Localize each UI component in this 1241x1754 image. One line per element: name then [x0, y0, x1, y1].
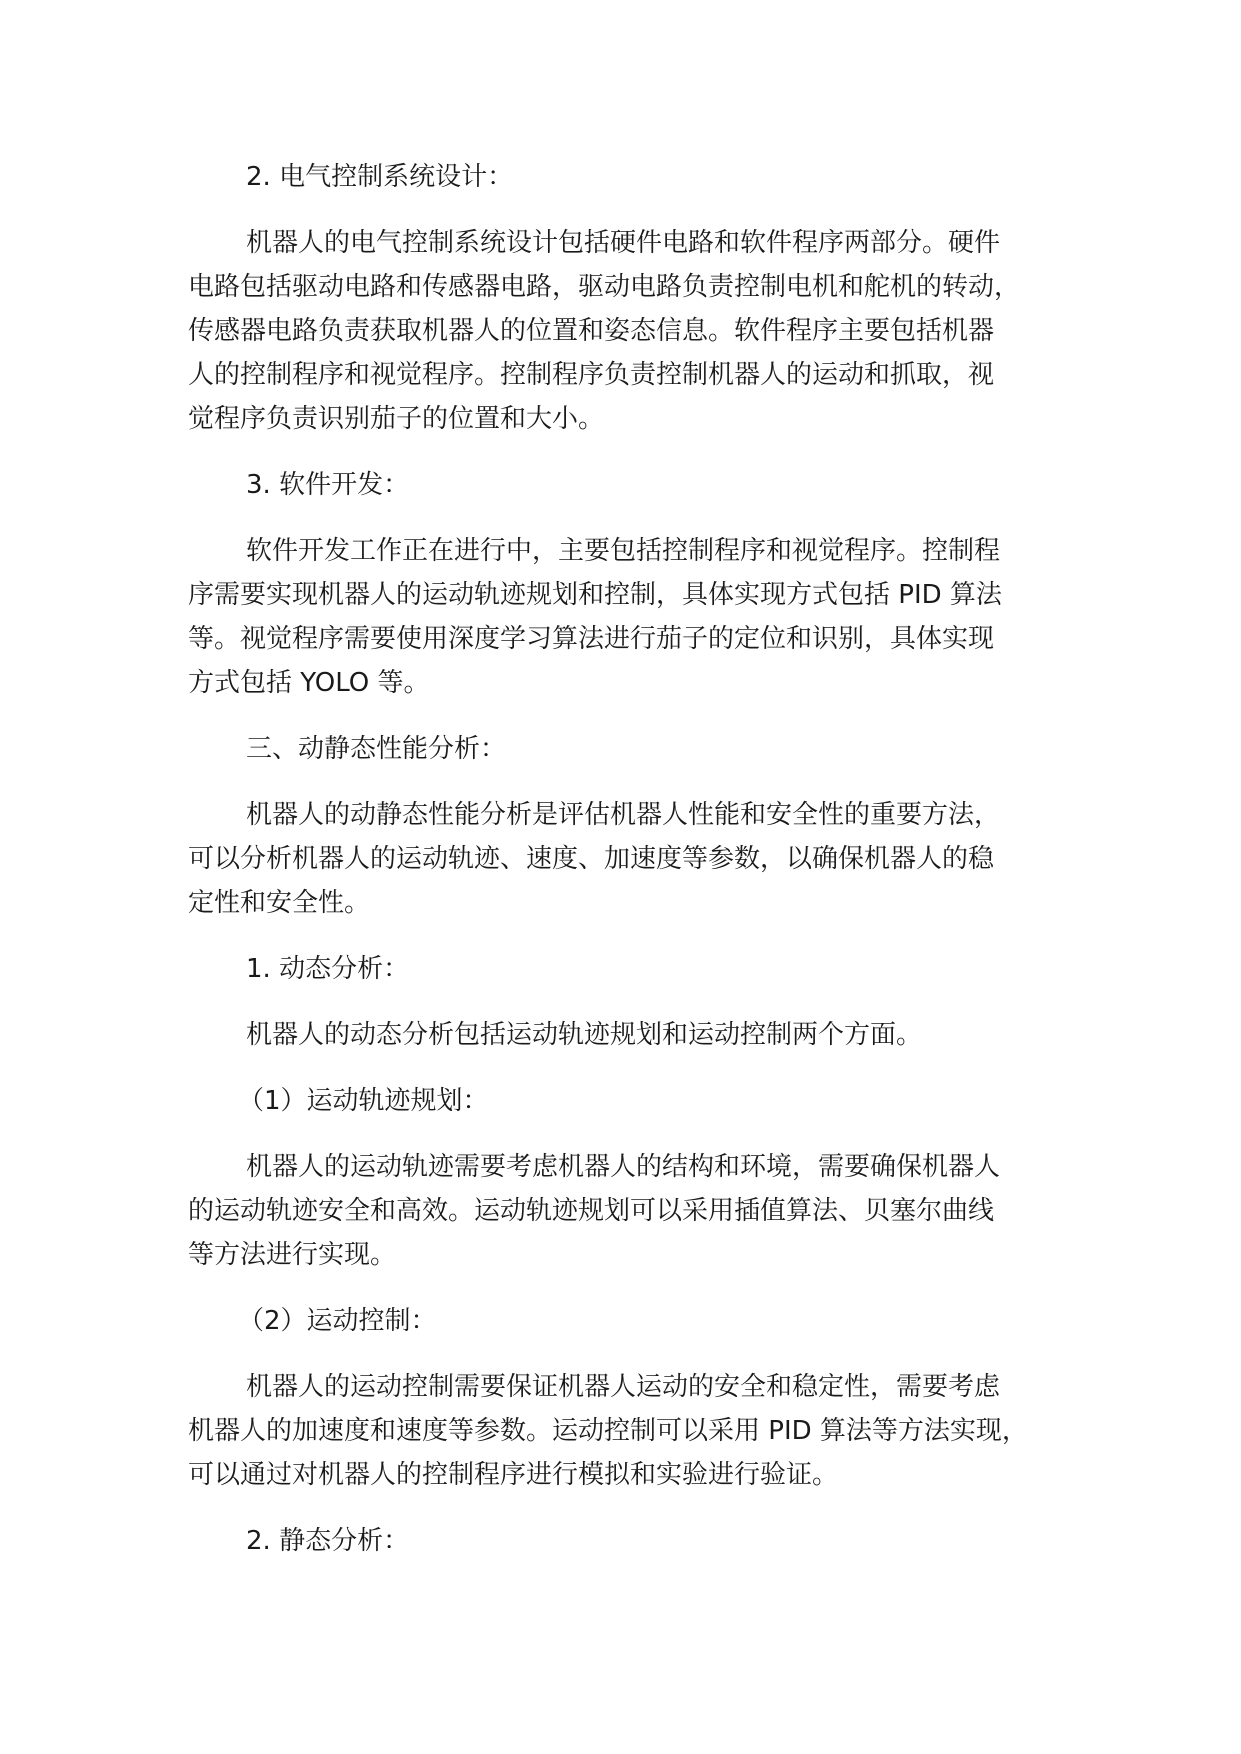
heading-text: 2. 静态分析：	[246, 1526, 410, 1556]
paragraph-dynamic-analysis	[188, 1013, 1088, 1057]
paragraph-line: 等方法进行实现。	[188, 1240, 397, 1270]
section-heading-dynamic-analysis	[188, 947, 1088, 991]
paragraph-motion-control	[188, 1365, 1088, 1497]
heading-text: 3. 软件开发：	[246, 470, 410, 500]
section-heading-electrical-control	[188, 155, 1088, 199]
paragraph-line: 机器人的运动轨迹需要考虑机器人的结构和环境，需要确保机器人	[246, 1152, 1001, 1182]
paragraph-line: 机器人的动静态性能分析是评估机器人性能和安全性的重要方法，	[246, 800, 1001, 830]
paragraph-line: 觉程序负责识别茄子的位置和大小。	[188, 404, 605, 434]
heading-text: 1. 动态分析：	[246, 954, 410, 984]
paragraph-electrical-control	[188, 221, 1088, 441]
section-heading-performance-analysis	[188, 727, 1088, 771]
paragraph-line: 软件开发工作正在进行中，主要包括控制程序和视觉程序。控制程	[246, 536, 1001, 566]
paragraph-line: 机器人的动态分析包括运动轨迹规划和运动控制两个方面。	[246, 1020, 923, 1050]
heading-text: 2. 电气控制系统设计：	[246, 162, 514, 192]
subheading-text: （1）运动轨迹规划：	[238, 1086, 489, 1116]
paragraph-line: 定性和安全性。	[188, 888, 371, 918]
paragraph-trajectory-planning	[188, 1145, 1088, 1277]
paragraph-line: 等。视觉程序需要使用深度学习算法进行茄子的定位和识别，具体实现	[188, 624, 995, 654]
paragraph-line: 传感器电路负责获取机器人的位置和姿态信息。软件程序主要包括机器	[188, 316, 995, 346]
paragraph-line: 可以通过对机器人的控制程序进行模拟和实验进行验证。	[188, 1460, 839, 1490]
document-body	[188, 155, 1088, 1585]
subheading-motion-control	[188, 1299, 1088, 1343]
paragraph-performance-analysis	[188, 793, 1088, 925]
paragraph-line: 电路包括驱动电路和传感器电路，驱动电路负责控制电机和舵机的转动，	[188, 272, 1021, 302]
paragraph-line: 机器人的电气控制系统设计包括硬件电路和软件程序两部分。硬件	[246, 228, 1001, 258]
paragraph-line: 人的控制程序和视觉程序。控制程序负责控制机器人的运动和抓取，视	[188, 360, 995, 390]
subheading-text: （2）运动控制：	[238, 1306, 437, 1336]
paragraph-software-development	[188, 529, 1088, 705]
subheading-trajectory-planning	[188, 1079, 1088, 1123]
section-heading-software-development	[188, 463, 1088, 507]
paragraph-line: 机器人的加速度和速度等参数。运动控制可以采用 PID 算法等方法实现，	[188, 1416, 1028, 1446]
heading-text: 三、动静态性能分析：	[246, 734, 507, 764]
paragraph-line: 可以分析机器人的运动轨迹、速度、加速度等参数，以确保机器人的稳	[188, 844, 995, 874]
paragraph-line: 序需要实现机器人的运动轨迹规划和控制，具体实现方式包括 PID 算法	[188, 580, 1002, 610]
paragraph-line: 的运动轨迹安全和高效。运动轨迹规划可以采用插值算法、贝塞尔曲线	[188, 1196, 995, 1226]
paragraph-line: 机器人的运动控制需要保证机器人运动的安全和稳定性，需要考虑	[246, 1372, 1001, 1402]
section-heading-static-analysis	[188, 1519, 1088, 1563]
paragraph-line: 方式包括 YOLO 等。	[188, 668, 430, 698]
